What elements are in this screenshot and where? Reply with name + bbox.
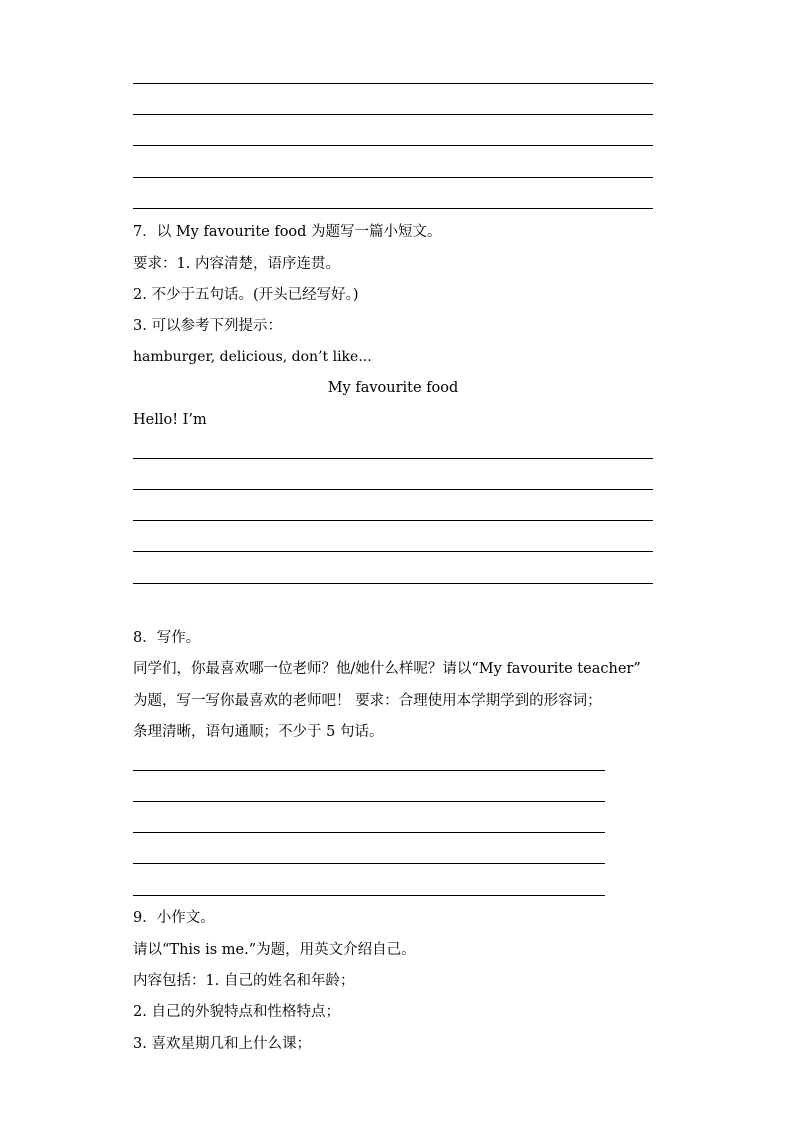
answer-line: [133, 489, 653, 490]
question-7-requirement-2: 2. 不少于五句话。(开头已经写好。): [133, 287, 359, 303]
question-8-title: 8．写作。: [133, 630, 201, 646]
answer-line: [133, 863, 605, 864]
question-8-prompt-line-2: 为题，写一写你最喜欢的老师吧！ 要求：合理使用本学期学到的形容词；: [133, 693, 602, 709]
answer-line: [133, 801, 605, 802]
answer-line: [133, 551, 653, 552]
question-9-prompt-line-2: 内容包括：1. 自己的姓名和年龄；: [133, 973, 355, 989]
answer-line: [133, 145, 653, 146]
question-7-hints: hamburger, delicious, don’t like...: [133, 349, 372, 365]
answer-line: [133, 895, 605, 896]
question-8-prompt-line-3: 条理清晰，语句通顺；不少于 5 句话。: [133, 724, 384, 740]
answer-line: [133, 520, 653, 521]
answer-line: [133, 832, 605, 833]
question-9-prompt-line-1: 请以“This is me.”为题，用英文介绍自己。: [133, 942, 416, 958]
question-7-opening: Hello! I’m: [133, 412, 207, 428]
question-9-title: 9．小作文。: [133, 910, 215, 926]
question-7-requirement-3: 3. 可以参考下列提示：: [133, 318, 282, 334]
question-9-prompt-line-4: 3. 喜欢星期几和上什么课；: [133, 1036, 311, 1052]
question-7-essay-title: My favourite food: [327, 380, 459, 396]
answer-line: [133, 114, 653, 115]
answer-line: [133, 83, 653, 84]
question-8-prompt-line-1: 同学们，你最喜欢哪一位老师？他/她什么样呢？请以“My favourite teacher”: [133, 661, 641, 677]
question-7-title: 7．以 My favourite food 为题写一篇小短文。: [133, 224, 442, 240]
answer-line: [133, 770, 605, 771]
answer-line: [133, 583, 653, 584]
question-9-prompt-line-3: 2. 自己的外貌特点和性格特点；: [133, 1004, 340, 1020]
answer-line: [133, 177, 653, 178]
question-7-requirement-1: 要求：1. 内容清楚，语序连贯。: [133, 256, 340, 272]
answer-line: [133, 208, 653, 209]
answer-line: [133, 458, 653, 459]
